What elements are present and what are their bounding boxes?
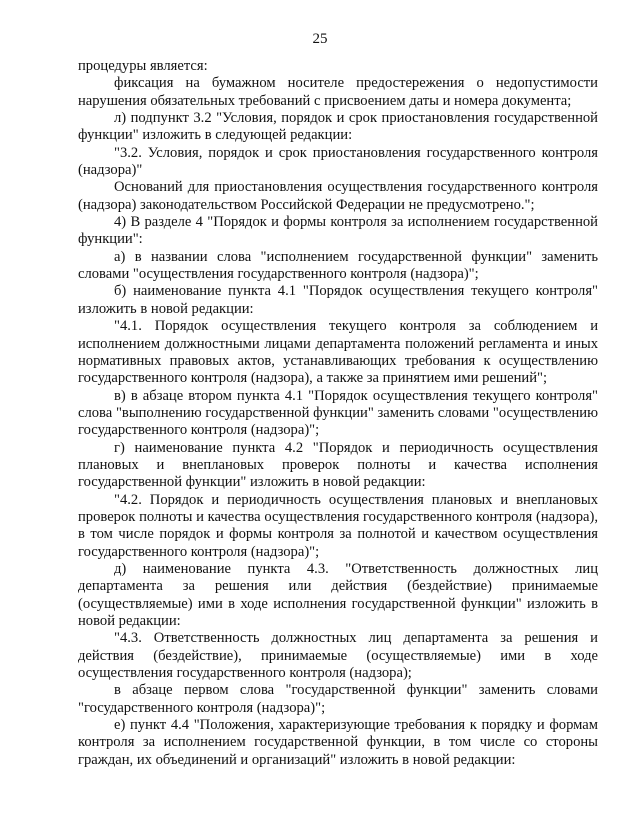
paragraph: а) в названии слова "исполнением государственной функции" заменить словами "осуществления государственного контроля (надзора)"; [78,248,598,283]
paragraph: л) подпункт 3.2 "Условия, порядок и срок приостановления государственной функции" изложить в следующей редакции: [78,110,598,144]
paragraph: "4.2. Порядок и периодичность осуществления плановых и внеплановых проверок полноты и качества осуществления государственного контроля (надзора), в том числе порядок и формы контроля за полнотой и качеством осуществления государственного контроля (надзора)"; [78,491,598,560]
paragraph: фиксация на бумажном носителе предостережения о недопустимости нарушения обязательных требований с присвоением даты и номера документа; [78,75,598,109]
document-body [78,58,598,769]
paragraph: в абзаце первом слова "государственной функции" заменить словами "государственного контроля (надзора)"; [78,682,598,716]
paragraph: в) в абзаце втором пункта 4.1 "Порядок осуществления текущего контроля" слова "выполнению государственной функции" заменить словами "осуществлению государственного контроля (надзора)"; [78,387,598,439]
paragraph: 4) В разделе 4 "Порядок и формы контроля за исполнением государственной функции": [78,214,598,248]
paragraph: д) наименование пункта 4.3. "Ответственность должностных лиц департамента за решения или действия (бездействие) принимаемые (осуществляемые) ими в ходе исполнения государственной функции" изложить в новой редакции: [78,560,598,629]
paragraph: г) наименование пункта 4.2 "Порядок и периодичность осуществления плановых и внеплановых проверок полноты и качества исполнения государственной функции" изложить в новой редакции: [78,439,598,491]
paragraph: Оснований для приостановления осуществления государственного контроля (надзора) законодательством Российской Федерации не предусмотрено."; [78,179,598,213]
paragraph: б) наименование пункта 4.1 "Порядок осуществления текущего контроля" изложить в новой редакции: [78,283,598,317]
paragraph: "3.2. Условия, порядок и срок приостановления государственного контроля (надзора)" [78,144,598,179]
paragraph: "4.1. Порядок осуществления текущего контроля за соблюдением и исполнением должностными лицами департамента положений регламента и иных нормативных правовых актов, устанавливающих требования к осуществлению государственного контроля (надзора), а также за принятием ими решений"; [78,318,598,387]
paragraph: е) пункт 4.4 "Положения, характеризующие требования к порядку и формам контроля за исполнением государственной функции, в том числе со стороны граждан, их объединений и организаций" изложить в новой редакции: [78,717,598,768]
paragraph: процедуры является: [78,58,208,74]
paragraph: "4.3. Ответственность должностных лиц департамента за решения и действия (бездействие), принимаемые (осуществляемые) ими в ходе осуществления государственного контроля (надзора); [78,630,598,682]
page-number: 25 [312,31,328,47]
